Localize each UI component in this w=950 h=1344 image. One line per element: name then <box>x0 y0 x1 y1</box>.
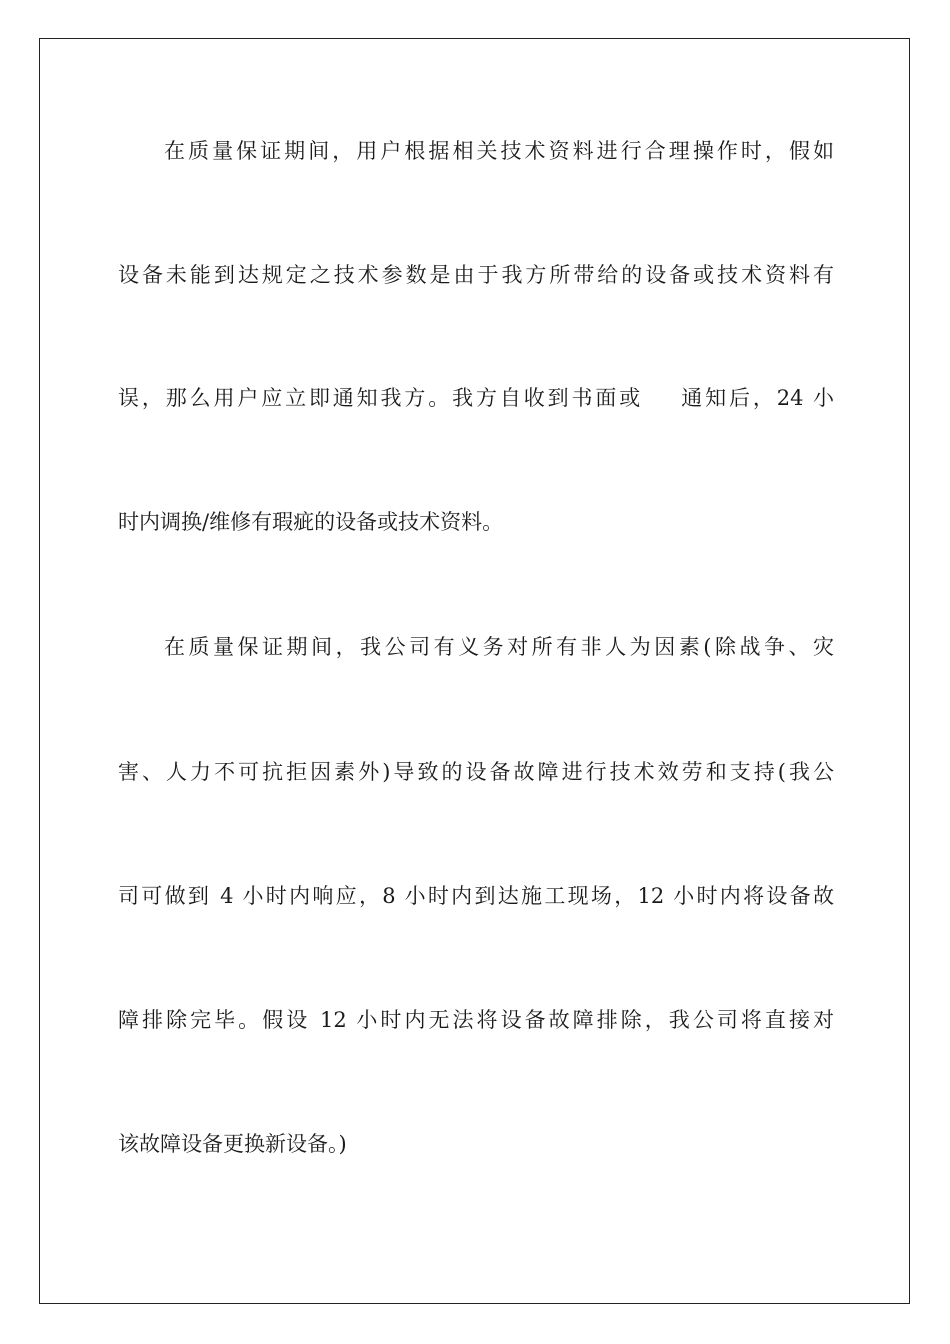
paragraph-line: 误，那么用户应立即通知我方。我方自收到书面或 通知后，24 小 <box>118 386 834 410</box>
paragraph-line: 时内调换/维修有瑕疵的设备或技术资料。 <box>118 510 504 534</box>
paragraph-line: 在质量保证期间，用户根据相关技术资料进行合理操作时，假如 <box>164 139 834 163</box>
paragraph-line: 司可做到 4 小时内响应，8 小时内到达施工现场，12 小时内将设备故 <box>118 884 834 908</box>
paragraph-line: 害、人力不可抗拒因素外)导致的设备故障进行技术效劳和支持(我公 <box>118 760 834 784</box>
paragraph-line: 障排除完毕。假设 12 小时内无法将设备故障排除，我公司将直接对 <box>118 1008 834 1032</box>
paragraph-line: 在质量保证期间，我公司有义务对所有非人为因素(除战争、灾 <box>164 635 834 659</box>
paragraph-line: 设备未能到达规定之技术参数是由于我方所带给的设备或技术资料有 <box>118 263 834 287</box>
page-border <box>39 38 910 1304</box>
paragraph-line: 该故障设备更换新设备。) <box>118 1132 347 1156</box>
